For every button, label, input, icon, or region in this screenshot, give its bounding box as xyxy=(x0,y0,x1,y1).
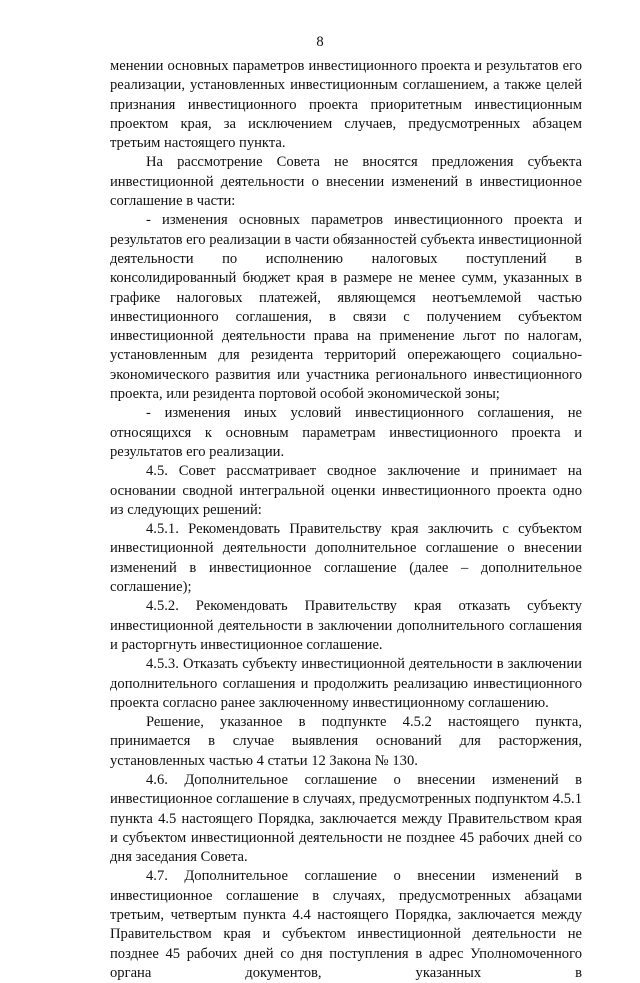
page-number: 8 xyxy=(316,34,324,50)
paragraph: Решение, указанное в подпункте 4.5.2 настоящего пункта, принимается в случае выявления оснований для расторжения, установленных частью 4 статьи 12 Закона № 130. xyxy=(110,714,582,769)
paragraph: 4.5.2. Рекомендовать Правительству края отказать субъекту инвестиционной деятельности в заключении дополнительного соглашения и расторгнуть инвестиционное соглашение. xyxy=(110,598,582,653)
paragraph: 4.7. Дополнительное соглашение о внесении изменений в инвестиционное соглашение в случаях, предусмотренных абзацами третьим, четвертым пункта 4.4 настоящего Порядка, заключается между Правительством края и субъектом инвестиционной деятельности не позднее 45 рабочих дней со дня поступления в адрес Уполномоченного органа документов, указанных в xyxy=(110,868,582,981)
list-item: - изменения иных условий инвестиционного соглашения, не относящихся к основным параметрам инвестиционного проекта и результатов его реализации. xyxy=(110,405,582,460)
document-body xyxy=(110,57,582,983)
paragraph: 4.5.3. Отказать субъекту инвестиционной деятельности в заключении дополнительного соглашения и продолжить реализацию инвестиционного проекта согласно ранее заключенному инвестиционному соглашению. xyxy=(110,656,582,711)
paragraph: менении основных параметров инвестиционного проекта и результатов его реализации, установленных инвестиционным соглашением, а также целей признания инвестиционного проекта приоритетным инвестиционным проектом края, за исключением случаев, предусмотренных абзацем третьим настоящего пункта. xyxy=(110,58,582,152)
paragraph: 4.5. Совет рассматривает сводное заключение и принимает на основании сводной интегральной оценки инвестиционного проекта одно из следующих решений: xyxy=(110,463,582,518)
paragraph: На рассмотрение Совета не вносятся предложения субъекта инвестиционной деятельности о внесении изменений в инвестиционное соглашение в части: xyxy=(110,154,582,210)
list-item: - изменения основных параметров инвестиционного проекта и результатов его реализации в части обязанностей субъекта инвестиционной деятельности по исполнению налоговых поступлений в консолидированный бюджет края в размере не менее сумм, указанных в графике налоговых платежей, являющемся неотъемлемой частью инвестиционного соглашения, в связи с получением субъектом инвестиционной деятельности права на применение льгот по налогам, установленным для резидента территорий опережающего социально-экономического развития или участника регионального инвестиционного проекта, или резидента портовой особой экономической зоны; xyxy=(110,212,582,403)
paragraph: 4.6. Дополнительное соглашение о внесении изменений в инвестиционное соглашение в случаях, предусмотренных подпунктом 4.5.1 пункта 4.5 настоящего Порядка, заключается между Правительством края и субъектом инвестиционной деятельности не позднее 45 рабочих дней со дня заседания Совета. xyxy=(110,771,582,866)
paragraph: 4.5.1. Рекомендовать Правительству края заключить с субъектом инвестиционной деятельности дополнительное соглашение о внесении изменений в инвестиционное соглашение (далее – дополнительное соглашение); xyxy=(110,521,582,596)
